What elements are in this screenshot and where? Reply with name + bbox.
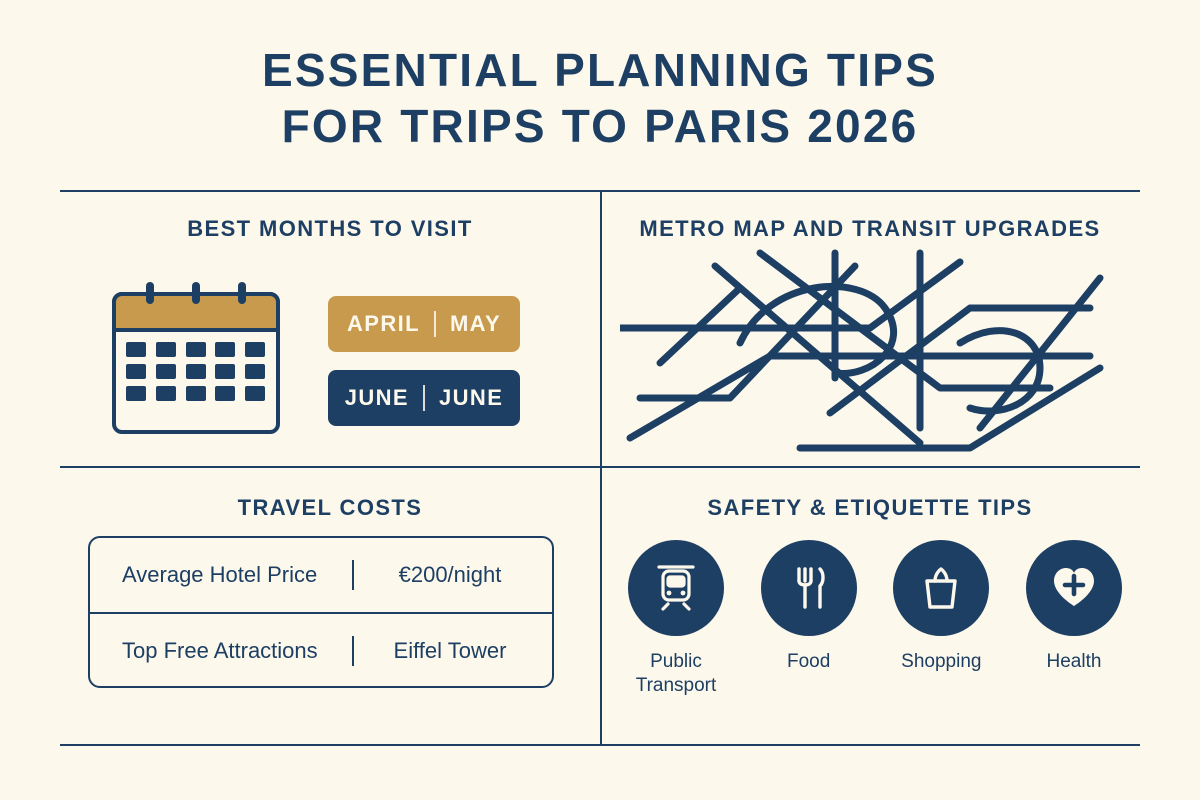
cutlery-icon (761, 540, 857, 636)
title-line-2: FOR TRIPS TO PARIS 2026 (281, 100, 919, 152)
pill-separator (434, 311, 436, 337)
calendar-day-grid (126, 342, 268, 401)
calendar-day-cell (215, 342, 235, 357)
month-pill-secondary (328, 370, 520, 426)
calendar-day-cell (186, 386, 206, 401)
calendar-day-cell (186, 342, 206, 357)
month-pill-primary-right: MAY (449, 311, 502, 336)
calendar-day-cell (156, 342, 176, 357)
page-title (0, 42, 1200, 154)
safety-item-health (1018, 540, 1130, 698)
shopping-bag-icon (893, 540, 989, 636)
calendar-day-cell (126, 386, 146, 401)
section-heading-safety: SAFETY & ETIQUETTE TIPS (707, 495, 1033, 520)
calendar-day-cell (245, 342, 265, 357)
cost-value: €200/night (398, 562, 502, 587)
calendar-day-cell (126, 342, 146, 357)
metro-map-icon (620, 248, 1120, 453)
calendar-icon (112, 282, 288, 438)
pill-separator (423, 385, 425, 411)
safety-label-line-2: Transport (635, 675, 717, 696)
safety-item-label (620, 650, 732, 698)
month-pill-primary (328, 296, 520, 352)
safety-item-public-transport (620, 540, 732, 698)
month-pill-primary-left: APRIL (346, 311, 420, 336)
calendar-ring-icon (146, 282, 154, 304)
divider-bottom (60, 744, 1140, 746)
section-heading-travel-costs: TRAVEL COSTS (237, 495, 423, 520)
travel-costs-table (88, 536, 554, 688)
train-icon (628, 540, 724, 636)
safety-item-label: Shopping (901, 651, 982, 672)
cost-value: Eiffel Tower (393, 638, 507, 663)
calendar-day-cell (186, 364, 206, 379)
calendar-day-cell (245, 386, 265, 401)
calendar-day-cell (215, 386, 235, 401)
safety-label-line-1: Public (650, 651, 702, 672)
calendar-day-cell (156, 386, 176, 401)
calendar-ring-icon (238, 282, 246, 304)
section-heading-metro: METRO MAP AND TRANSIT UPGRADES (639, 216, 1101, 241)
safety-item-label: Health (1046, 651, 1102, 672)
table-row (90, 538, 552, 612)
safety-icon-row (620, 540, 1130, 698)
calendar-day-cell (126, 364, 146, 379)
calendar-ring-icon (192, 282, 200, 304)
divider-vertical (600, 192, 602, 744)
safety-item-label: Food (787, 651, 831, 672)
cost-label: Average Hotel Price (122, 562, 318, 587)
calendar-day-cell (245, 364, 265, 379)
table-row (90, 612, 552, 688)
title-line-1: ESSENTIAL PLANNING TIPS (262, 44, 938, 96)
safety-item-food (753, 540, 865, 698)
heart-plus-icon (1026, 540, 1122, 636)
month-pill-secondary-left: JUNE (344, 385, 409, 410)
safety-item-shopping (885, 540, 997, 698)
section-heading-best-months: BEST MONTHS TO VISIT (187, 216, 473, 241)
calendar-day-cell (156, 364, 176, 379)
month-pill-secondary-right: JUNE (439, 385, 504, 410)
cost-label: Top Free Attractions (122, 638, 318, 663)
calendar-day-cell (215, 364, 235, 379)
